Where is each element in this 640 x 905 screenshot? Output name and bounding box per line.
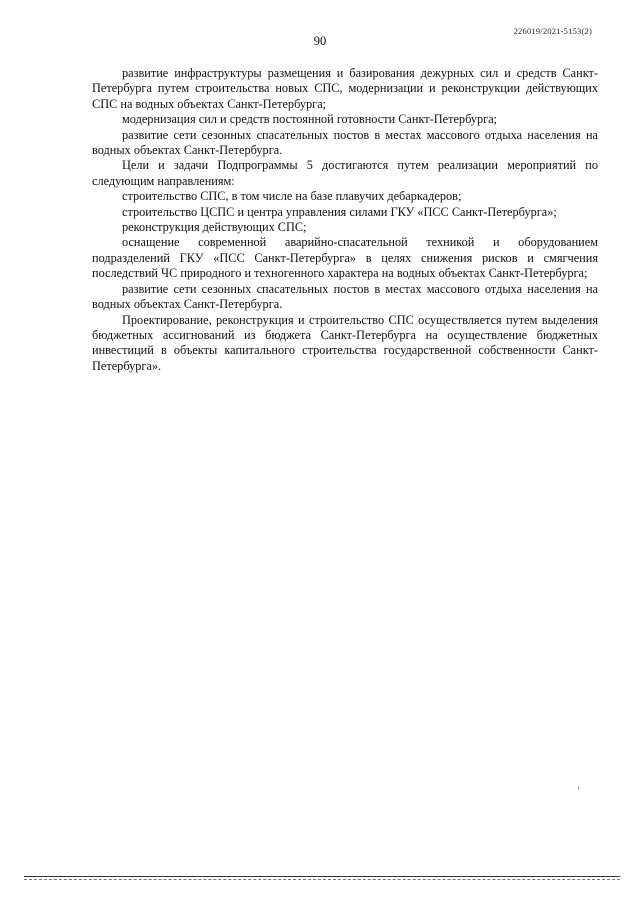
paragraph-csps-construction: строительство ЦСПС и центра управления силами ГКУ «ПСС Санкт-Петербурга»; [122,204,557,219]
paragraph-seasonal-posts: развитие сети сезонных спасательных постов в местах массового отдыха населения на водных объектах Санкт-Петербурга. [92,127,598,158]
paragraph-seasonal-posts-2: развитие сети сезонных спасательных постов в местах массового отдыха населения на водных объектах Санкт-Петербурга. [92,281,598,312]
paragraph-modernization-forces: модернизация сил и средств постоянной готовности Санкт-Петербурга; [122,112,498,127]
page-number: 90 [313,34,327,48]
document-body [92,66,598,374]
footer-divider [24,876,620,877]
paragraph-equipment: оснащение современной аварийно-спасательной техникой и оборудованием подразделений ГКУ «ПСС Санкт-Петербурга» в целях снижения рисков и смягчения последствий ЧС природного и техногенного характера на водных объектах Санкт-Петербурга; [92,235,598,281]
paragraph-sps-reconstruction: реконструкция действующих СПС; [122,220,307,235]
paragraph-financing: Проектирование, реконструкция и строительство СПС осуществляется путем выделения бюджетных ассигнований из бюджета Санкт-Петербурга на осуществление бюджетных инвестиций в объекты капитального строительства государственной собственности Санкт-Петербурга». [92,312,598,373]
footer-divider-secondary [24,879,620,880]
paragraph-infrastructure-development: развитие инфраструктуры размещения и базирования дежурных сил и средств Санкт-Петербурга путем строительства новых СПС, модернизации и реконструкции действующих СПС на водных объектах Санкт-Петербурга; [92,66,598,111]
paragraph-sps-construction: строительство СПС, в том числе на базе плавучих дебаркадеров; [122,189,462,204]
scan-speck [578,787,579,789]
document-registration-number: 226019/2021-5153(2) [513,26,592,36]
paragraph-goals-intro: Цели и задачи Подпрограммы 5 достигаются путем реализации мероприятий по следующим направлениям: [92,158,598,188]
